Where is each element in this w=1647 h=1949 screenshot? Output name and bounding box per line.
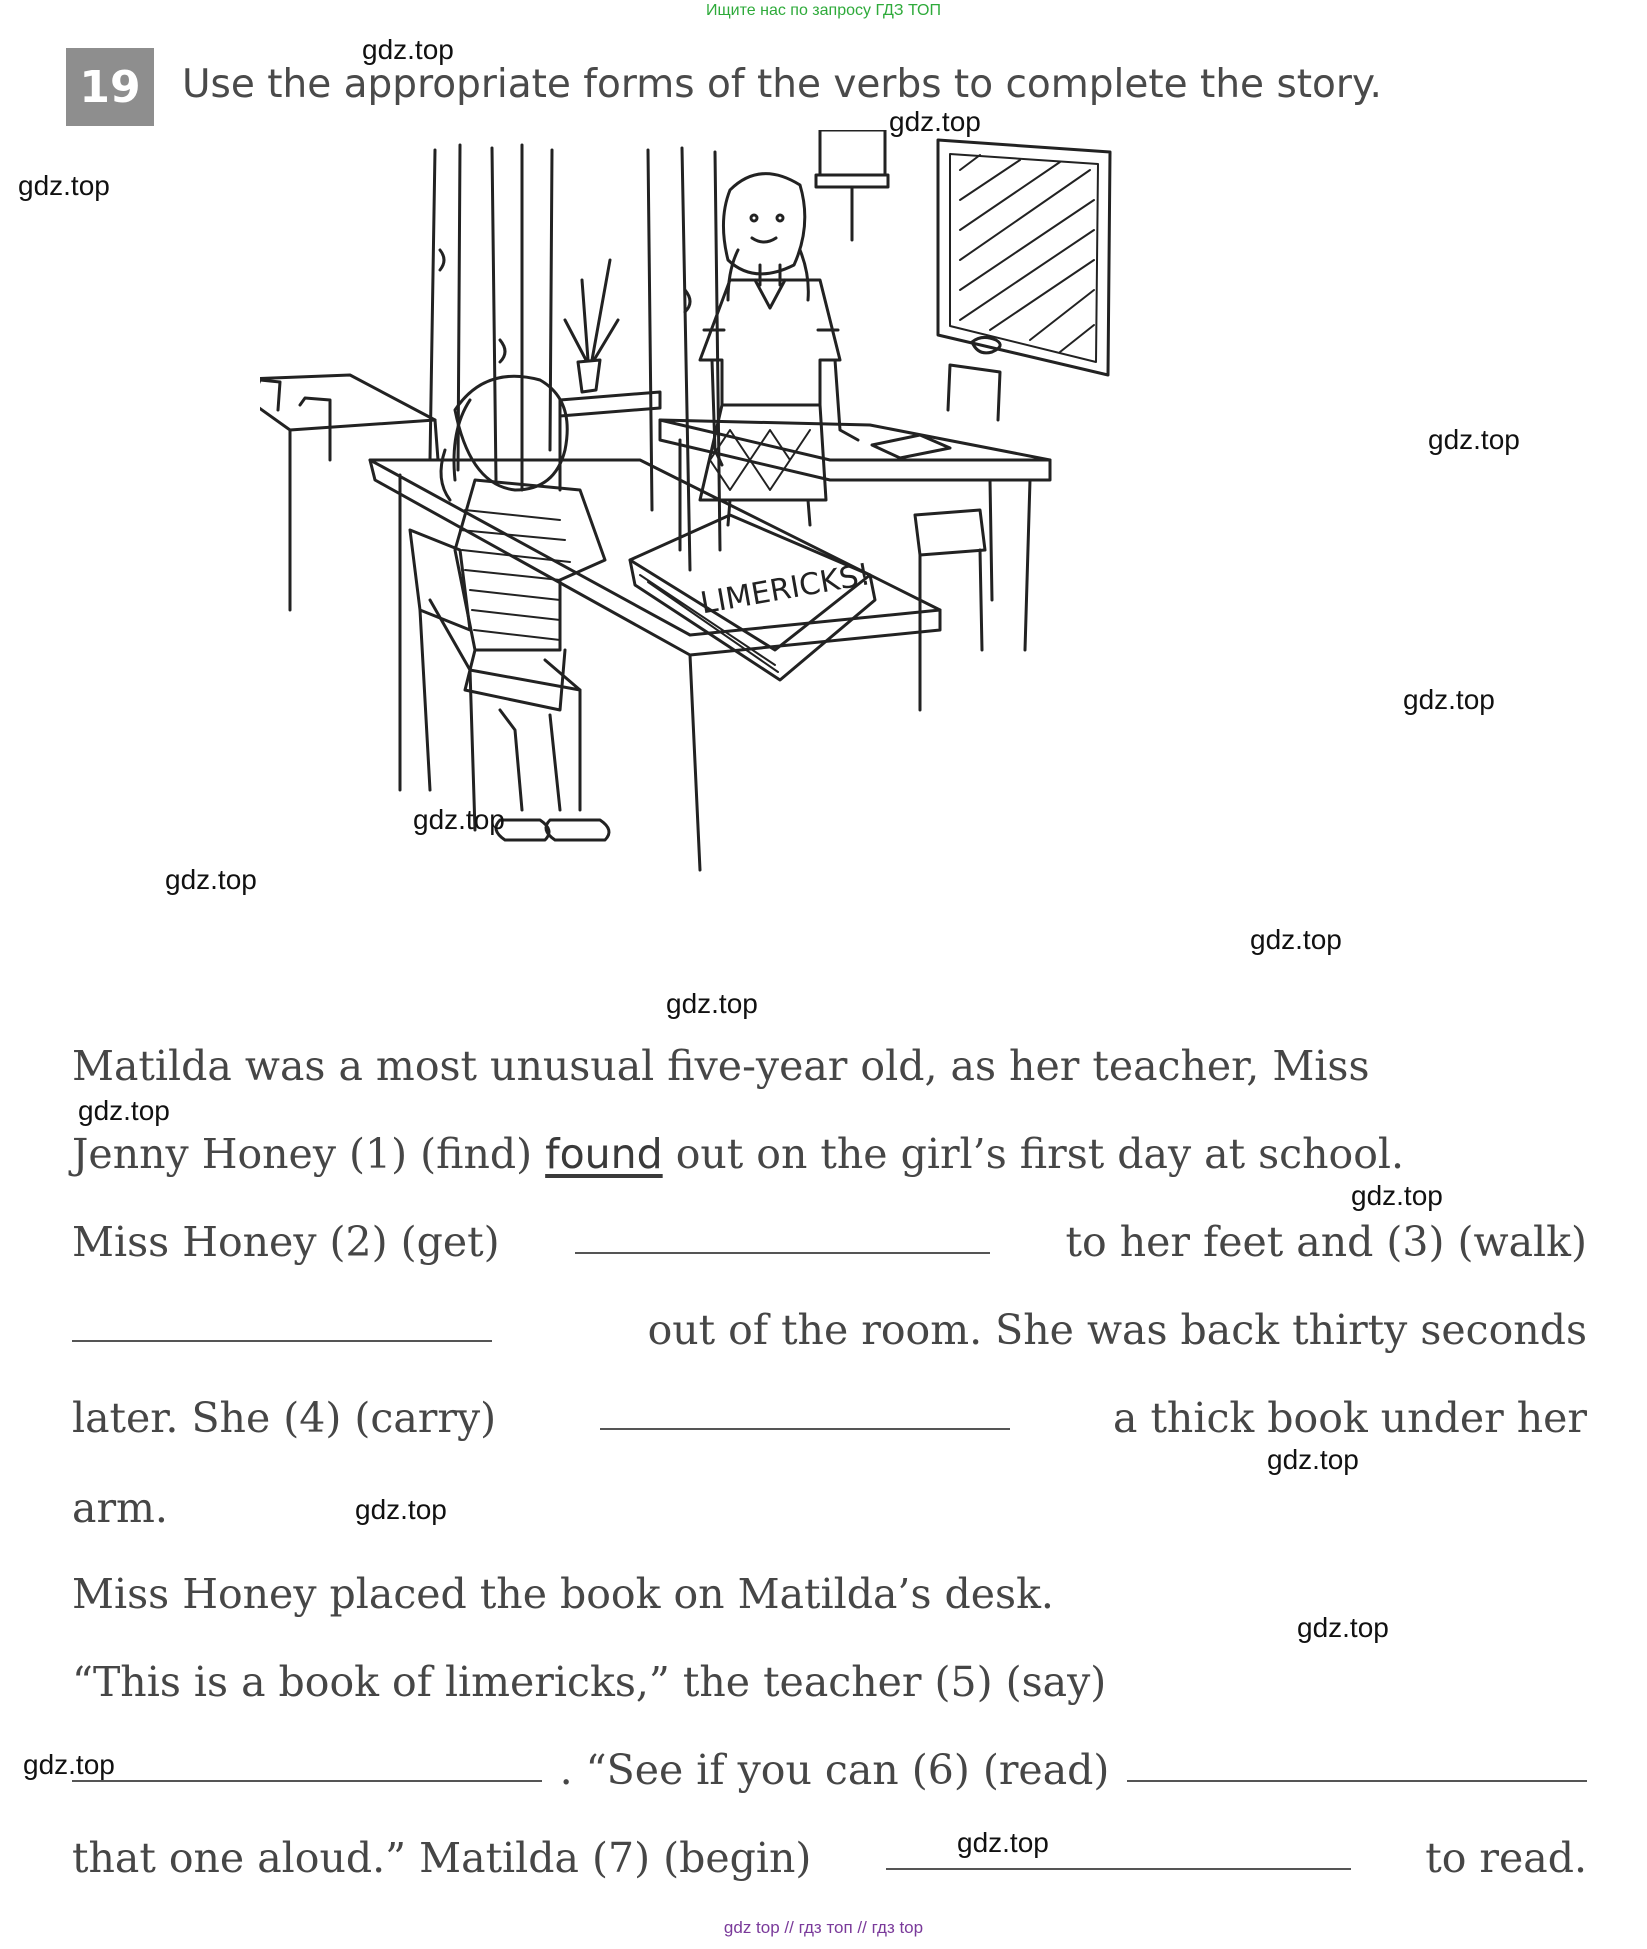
story-text: out on the girl’s first day at school. bbox=[662, 1130, 1405, 1178]
watermark: gdz.top bbox=[889, 106, 981, 137]
wall-tv bbox=[816, 130, 888, 240]
watermark: gdz.top bbox=[1428, 424, 1520, 455]
watermark: gdz.top bbox=[23, 1749, 115, 1780]
story-line-2 bbox=[72, 1130, 1587, 1178]
exercise-number-badge: 19 bbox=[66, 48, 154, 126]
story-text: to read. bbox=[1425, 1834, 1587, 1882]
watermark: gdz.top bbox=[1403, 684, 1495, 715]
story-line-3 bbox=[72, 1218, 1587, 1266]
story-text: . “See if you can (6) (read) bbox=[559, 1746, 1110, 1794]
story-line-5 bbox=[72, 1394, 1587, 1442]
answer-blank-4[interactable] bbox=[600, 1428, 1010, 1430]
potted-plant bbox=[565, 260, 618, 392]
answer-blank-3[interactable] bbox=[72, 1340, 492, 1342]
teacher-figure bbox=[700, 174, 858, 525]
watermark: gdz.top bbox=[413, 804, 505, 835]
window-sill bbox=[560, 392, 660, 416]
top-banner[interactable]: Ищите нас по запросу ГДЗ ТОП bbox=[706, 2, 941, 19]
watermark: gdz.top bbox=[1267, 1444, 1359, 1475]
story-text: Matilda was a most unusual five-year old, as her teacher, Miss bbox=[72, 1042, 1370, 1090]
classroom-illustration bbox=[260, 130, 1410, 990]
answer-blank-2[interactable] bbox=[575, 1252, 990, 1254]
girl-chair bbox=[410, 530, 580, 830]
watermark: gdz.top bbox=[666, 988, 758, 1019]
watermark: gdz.top bbox=[362, 34, 454, 65]
story-text: “This is a book of limericks,” the teacher (5) (say) bbox=[72, 1658, 1107, 1706]
exercise-instruction: Use the appropriate forms of the verbs to complete the story. bbox=[182, 62, 1382, 107]
story-text: Miss Honey (2) (get) bbox=[72, 1218, 500, 1266]
story-line-1 bbox=[72, 1042, 1587, 1090]
watermark: gdz.top bbox=[1250, 924, 1342, 955]
book-title: LIMERICKS! bbox=[697, 557, 874, 622]
chalkboard bbox=[938, 140, 1110, 375]
answer-blank-5[interactable] bbox=[72, 1780, 542, 1782]
story-text: Miss Honey placed the book on Matilda’s desk. bbox=[72, 1570, 1054, 1618]
answer-1: found bbox=[545, 1130, 663, 1178]
story-text: out of the room. She was back thirty seconds bbox=[647, 1306, 1587, 1354]
side-chair bbox=[915, 510, 985, 650]
story-text: a thick book under her bbox=[1112, 1394, 1587, 1442]
story-line-8 bbox=[72, 1658, 1587, 1706]
limericks-book bbox=[630, 515, 875, 680]
story-line-7 bbox=[72, 1570, 1587, 1618]
watermark: gdz.top bbox=[18, 170, 110, 201]
story-text: later. She (4) (carry) bbox=[72, 1394, 497, 1442]
watermark: gdz.top bbox=[957, 1827, 1049, 1858]
story-text: that one aloud.” Matilda (7) (begin) bbox=[72, 1834, 812, 1882]
left-desks bbox=[260, 375, 438, 610]
watermark: gdz.top bbox=[78, 1095, 170, 1126]
story-line-6 bbox=[72, 1484, 1587, 1532]
story-text: arm. bbox=[72, 1484, 168, 1532]
story-line-10 bbox=[72, 1834, 1587, 1882]
watermark: gdz.top bbox=[1297, 1612, 1389, 1643]
curtain-left bbox=[430, 145, 552, 490]
answer-blank-6[interactable] bbox=[1127, 1780, 1587, 1782]
story-text: to her feet and (3) (walk) bbox=[1065, 1218, 1587, 1266]
watermark: gdz.top bbox=[1351, 1180, 1443, 1211]
answer-blank-7[interactable] bbox=[886, 1868, 1351, 1870]
footer-links[interactable]: gdz top // гдз топ // гдз top bbox=[723, 1918, 924, 1937]
story-text: Jenny Honey (1) (find) bbox=[72, 1130, 546, 1178]
story-line-9 bbox=[72, 1746, 1587, 1794]
watermark: gdz.top bbox=[165, 864, 257, 895]
watermark: gdz.top bbox=[355, 1494, 447, 1525]
story-line-4 bbox=[72, 1306, 1587, 1354]
